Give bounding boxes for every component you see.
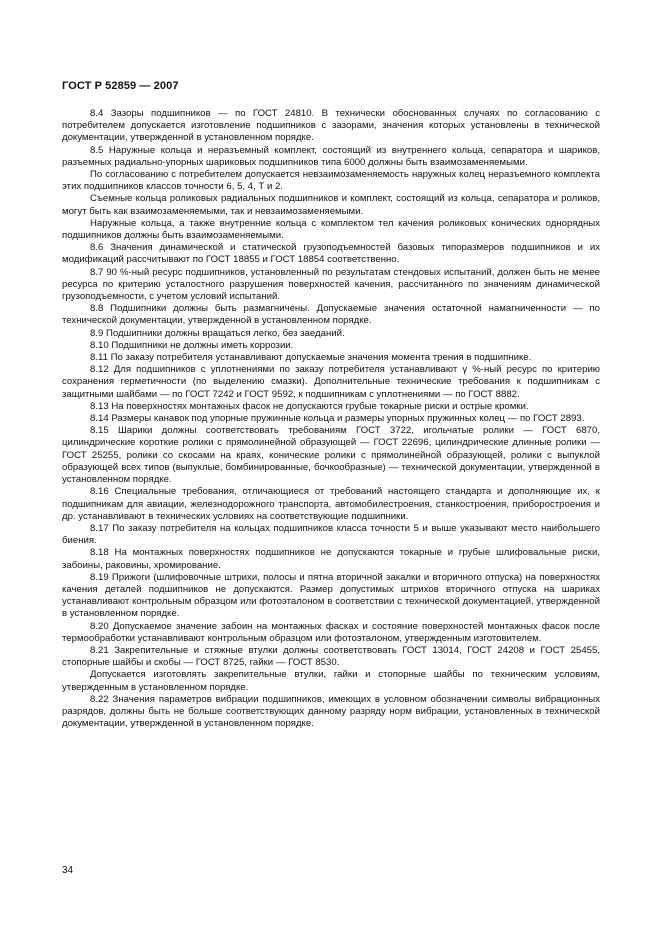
paragraph-8-6: 8.6 Значения динамической и статической грузоподъемностей базовых типоразмеров подшипников и их модификаций рассчитывают по ГОСТ 18855 и ГОСТ 18854 соответственно. <box>62 242 600 266</box>
paragraph-8-20: 8.20 Допускаемое значение забоин на монтажных фасках и состояние поверхностей монтажных фасок после термообработки устанавливают контрольным образцом или фотоэталоном, утвержденным изготовителем. <box>62 620 600 644</box>
paragraph-8-16: 8.16 Специальные требования, отличающиеся от требований настоящего стандарта и дополняющие их, к подшипникам для авиации, железнодорожного транспорта, автомобилестроения, станкостроения, приборостроения и др. устанавливают в технических условиях на соответствующие подшипники. <box>62 486 600 522</box>
paragraph-removable-rings: Съемные кольца роликовых радиальных подшипников и комплект, состоящий из кольца, сепаратора и роликов, могут быть как взаимозаменяемыми, так и невзаимозаменяемыми. <box>62 193 600 217</box>
document-body <box>62 108 600 730</box>
paragraph-8-8: 8.8 Подшипники должны быть размагничены. Допускаемые значения остаточной намагниченности — по технической документации, утвержденной в установленном порядке. <box>62 303 600 327</box>
paragraph-8-22: 8.22 Значения параметров вибрации подшипников, имеющих в условном обозначении символы вибрационных разрядов, должны быть не больше соответствующих данному разряду норм вибрации, установленных в технической документации, утвержденной в установленном порядке. <box>62 693 600 730</box>
paragraph-8-5-note: По согласованию с потребителем допускается невзаимозаменяемость наружных колец неразъемного комплекта этих подшипников классов точности 6, 5, 4, Т и 2. <box>62 169 600 193</box>
paragraph-8-14: 8.14 Размеры канавок под упорные пружинные кольца и размеры упорных пружинных колец — по ГОСТ 2893. <box>90 413 585 425</box>
paragraph-8-19: 8.19 Прижоги (шлифовочные штрихи, полосы и пятна вторичной закалки и вторичного отпуска) на поверхностях качения деталей подшипников не допускаются. Размер допустимых штрихов вторичного отпуска на шариках устанавливают контрольным образцом или фотоэталоном в соответствии с технической документацией, утвержденной в установленном порядке. <box>62 571 600 620</box>
document-header: ГОСТ Р 52859 — 2007 <box>62 80 179 92</box>
paragraph-8-11: 8.11 По заказу потребителя устанавливают допускаемые значения момента трения в подшипнике. <box>90 352 532 364</box>
paragraph-8-7: 8.7 90 %-ный ресурс подшипников, установленный по результатам стендовых испытаний, должен быть не менее ресурса по критерию усталостного разрушения поверхностей качения, рассчитанного по значениям динамической грузоподъемности, с учетом условий испытаний. <box>62 266 600 303</box>
paragraph-8-21: 8.21 Закрепительные и стяжные втулки должны соответствовать ГОСТ 13014, ГОСТ 24208 и ГОСТ 25455, стопорные шайбы и скобы — ГОСТ 8725, гайки — ГОСТ 8530. <box>62 644 600 669</box>
paragraph-8-17: 8.17 По заказу потребителя на кольцах подшипников класса точности 5 и выше указывают место наибольшего биения. <box>62 522 600 547</box>
paragraph-8-5: 8.5 Наружные кольца и неразъемный комплект, состоящий из внутреннего кольца, сепаратора и шариков, разъемных радиально-упорных шариковых подшипников типа 6000 должны быть взаимозаменяемыми. <box>62 144 600 168</box>
paragraph-8-4: 8.4 Зазоры подшипников — по ГОСТ 24810. В технически обоснованных случаях по согласованию с потребителем допускается изготовление подшипников с зазорами, значения которых установлены в технической документации, утвержденной в установленном порядке. <box>62 108 600 144</box>
paragraph-8-9: 8.9 Подшипники должны вращаться легко, без заеданий. <box>90 327 345 339</box>
paragraph-outer-rings: Наружные кольца, а также внутренние кольца с комплектом тел качения роликовых конических однорядных подшипников должны быть взаимозаменяемыми. <box>62 217 600 242</box>
paragraph-8-13: 8.13 На поверхностях монтажных фасок не допускаются грубые токарные риски и острые кромки. <box>90 400 529 412</box>
paragraph-8-21-note: Допускается изготовлять закрепительные втулки, гайки и стопорные шайбы по техническим условиям, утвержденным в установленном порядке. <box>62 669 600 693</box>
paragraph-8-10: 8.10 Подшипники не должны иметь коррозии. <box>90 339 294 351</box>
paragraph-8-18: 8.18 На монтажных поверхностях подшипников не допускаются токарные и грубые шлифовальные риски, забоины, раковины, хромирование. <box>62 547 600 571</box>
paragraph-8-12: 8.12 Для подшипников с уплотнениями по заказу потребителя устанавливают γ %-ный ресурс по критерию сохранения герметичности (по выделению смазки). Дополнительные технические требования к подшипникам с защитными шайбами — по ГОСТ 7242 и ГОСТ 9592, к подшипникам с уплотнениями — по ГОСТ 8882. <box>62 364 600 400</box>
page-number: 34 <box>62 865 74 876</box>
paragraph-8-15: 8.15 Шарики должны соответствовать требованиям ГОСТ 3722, игольчатые ролики — ГОСТ 6870, цилиндрические короткие ролики с прямолинейной образующей — ГОСТ 22696, цилиндрические длинные ролики — ГОСТ 25255, ролики со скосами на краях, конические ролики с прямолинейной образующей, ролики с выпуклой образующей всех типов (выпуклые, бомбинированные, бочкообразные) — технической документации, утвержденной в установленном порядке. <box>62 425 600 486</box>
